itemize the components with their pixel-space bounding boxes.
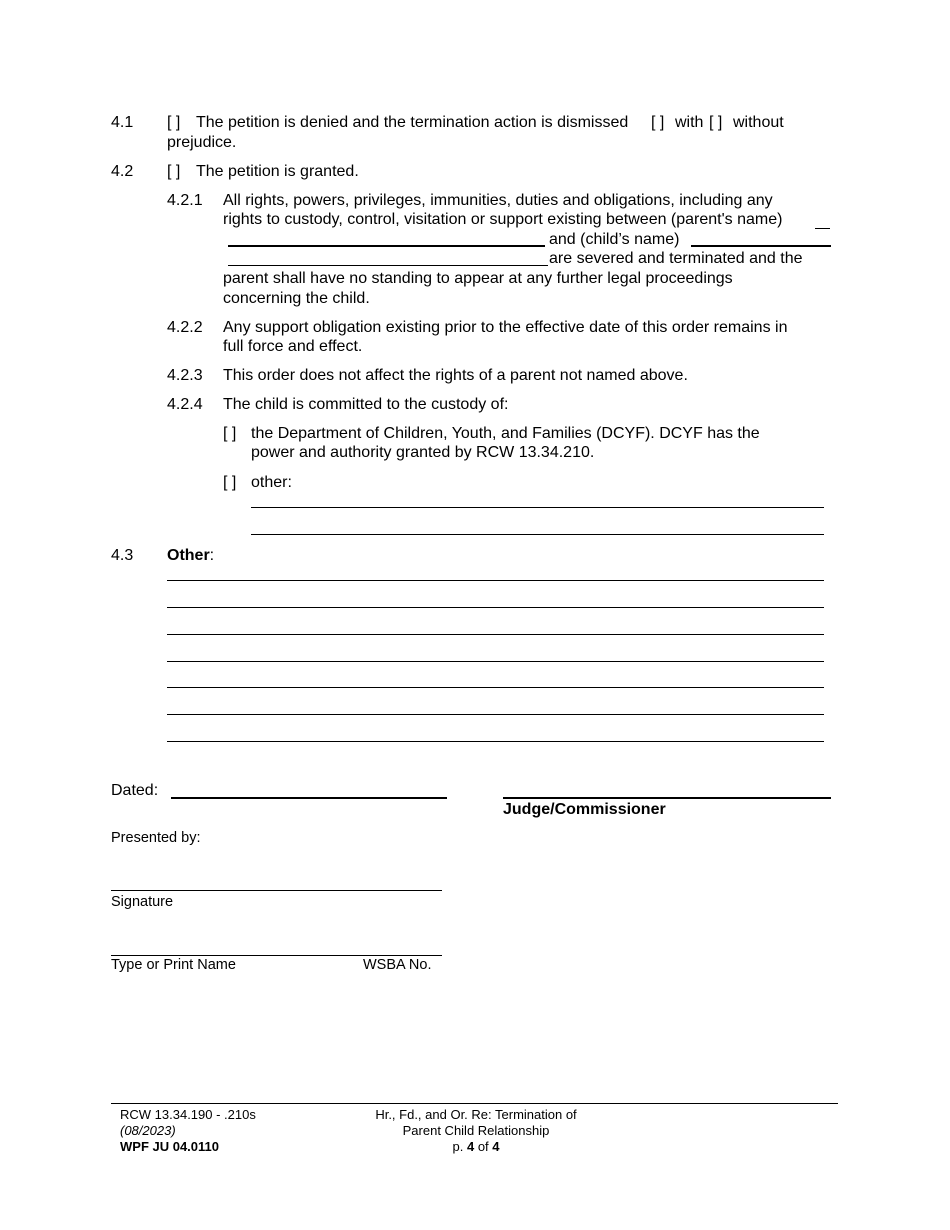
dcyf-text-line1: the Department of Children, Youth, and Families (DCYF). DCYF has the (251, 425, 760, 442)
parent-name-field[interactable] (228, 245, 545, 247)
signature-label: Signature (111, 894, 174, 910)
footer-page-number (326, 1139, 626, 1155)
dated-label: Dated: (111, 782, 159, 799)
checkbox-with-prejudice[interactable]: [ ] (651, 114, 665, 131)
child-name-field[interactable] (228, 265, 548, 266)
severed-text: are severed and terminated and the (549, 250, 803, 267)
other-custody-label: other: (251, 474, 292, 491)
dated-field[interactable] (171, 797, 447, 799)
with-label: with (675, 114, 704, 131)
checkbox-dcyf[interactable]: [ ] (223, 425, 237, 442)
other-colon: : (209, 547, 215, 564)
other-field-4[interactable] (167, 661, 824, 662)
section-number-4-1: 4.1 (111, 114, 134, 131)
rights-text-line2: rights to custody, control, visitation or support existing between (parent's name) (223, 211, 783, 228)
judge-label (503, 800, 666, 820)
footer-rcw: RCW 13.34.190 - .210s (120, 1107, 256, 1122)
judge-label-text: Judge/Commissioner (503, 801, 666, 818)
rights-text-line5: parent shall have no standing to appear at any further legal proceedings (223, 270, 733, 287)
other-field-2[interactable] (167, 607, 824, 608)
section-number-4-2-3: 4.2.3 (167, 367, 203, 384)
dcyf-text-line2: power and authority granted by RCW 13.34.210. (251, 444, 595, 461)
wsba-label: WSBA No. (363, 957, 432, 973)
other-heading (167, 546, 214, 566)
page-prefix: p. (452, 1139, 464, 1154)
attorney-signature-field[interactable] (111, 890, 442, 891)
other-label: Other (167, 547, 210, 564)
section-number-4-3: 4.3 (111, 547, 134, 564)
rights-text-line6: concerning the child. (223, 290, 370, 307)
section-number-4-2-1: 4.2.1 (167, 192, 203, 209)
section-number-4-2: 4.2 (111, 163, 134, 180)
footer-divider (111, 1103, 838, 1104)
support-text-line1: Any support obligation existing prior to the effective date of this order remains in (223, 319, 788, 336)
checkbox-granted[interactable]: [ ] (167, 163, 181, 180)
without-label: without (733, 114, 784, 131)
judge-signature-field[interactable] (503, 797, 831, 799)
section-number-4-2-4: 4.2.4 (167, 396, 203, 413)
rights-text-line1: All rights, powers, privileges, immunities, duties and obligations, including any (223, 192, 773, 209)
other-field-5[interactable] (167, 687, 824, 688)
child-name-field-start[interactable] (691, 245, 831, 247)
other-field-3[interactable] (167, 634, 824, 635)
granted-text: The petition is granted. (196, 163, 359, 180)
footer-title-line1: Hr., Fd., and Or. Re: Termination of (375, 1107, 577, 1122)
other-custody-field-2[interactable] (251, 534, 824, 535)
checkbox-without-prejudice[interactable]: [ ] (709, 114, 723, 131)
section-number-4-2-2: 4.2.2 (167, 319, 203, 336)
checkbox-denied[interactable]: [ ] (167, 114, 181, 131)
other-field-7[interactable] (167, 741, 824, 742)
other-custody-field-1[interactable] (251, 507, 824, 508)
checkbox-other-custody[interactable]: [ ] (223, 474, 237, 491)
other-field-6[interactable] (167, 714, 824, 715)
other-field-1[interactable] (167, 580, 824, 581)
parent-name-field-start[interactable] (815, 228, 830, 229)
print-name-label: Type or Print Name (111, 957, 236, 973)
page-total: 4 (492, 1139, 500, 1154)
page-of: of (477, 1139, 489, 1154)
page-current: 4 (466, 1139, 475, 1154)
rights-not-affected-text: This order does not affect the rights of a parent not named above. (223, 367, 688, 384)
denied-text: The petition is denied and the termination action is dismissed (196, 114, 629, 131)
support-text-line2: full force and effect. (223, 338, 363, 355)
custody-text: The child is committed to the custody of: (223, 396, 509, 413)
child-name-label: and (child’s name) (549, 231, 680, 248)
footer-form-number: WPF JU 04.0110 (120, 1139, 219, 1154)
presented-by-label: Presented by: (111, 830, 201, 846)
prejudice-text: prejudice. (167, 134, 237, 151)
footer-title-line2: Parent Child Relationship (402, 1123, 550, 1138)
footer-date: (08/2023) (120, 1123, 176, 1138)
